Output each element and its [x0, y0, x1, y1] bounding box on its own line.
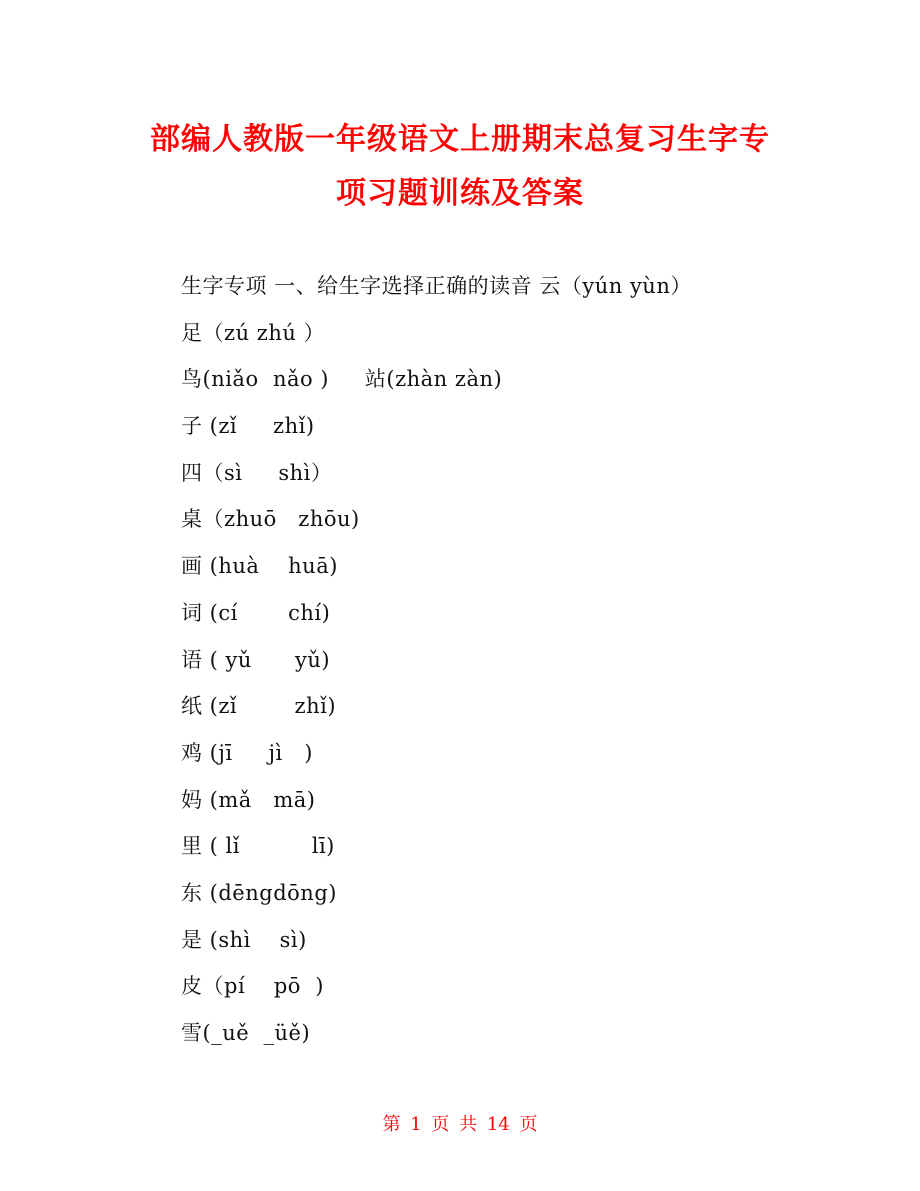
document-title-line-2: 项习题训练及答案 [336, 176, 584, 211]
exercise-content [181, 263, 841, 1057]
exercise-line: 皮（pí pō ) [181, 974, 324, 999]
exercise-line: 妈 (mǎ mā) [181, 787, 316, 812]
exercise-line: 雪(_uě _üě) [181, 1021, 311, 1045]
exercise-line: 桌（zhuō zhōu) [181, 507, 360, 532]
exercise-line: 鸡 (jī jì ) [181, 740, 313, 765]
exercise-line: 画 (huà huā) [181, 554, 338, 579]
exercise-line: 纸 (zǐ zhǐ) [181, 694, 337, 719]
exercise-line: 语 ( yǔ yǔ) [181, 647, 331, 672]
section-heading-line: 生字专项 一、给生字选择正确的读音 云（yún yùn） [181, 274, 692, 298]
document-title-line-1: 部编人教版一年级语文上册期末总复习生字专 [150, 122, 770, 157]
exercise-line: 子 (zǐ zhǐ) [181, 414, 315, 439]
exercise-line: 是 (shì sì) [181, 927, 307, 952]
exercise-line: 词 (cí chí) [181, 600, 331, 625]
exercise-line: 足（zú zhú ） [181, 320, 326, 345]
exercise-line: 四（sì shì） [181, 460, 333, 485]
page-number-footer: 第 1 页 共 14 页 [382, 1114, 538, 1135]
exercise-line: 里 ( lǐ lī) [181, 834, 335, 859]
exercise-line: 东 (dēngdōng) [181, 880, 337, 905]
exercise-line: 鸟(niǎo nǎo ) 站(zhàn zàn) [181, 367, 503, 392]
